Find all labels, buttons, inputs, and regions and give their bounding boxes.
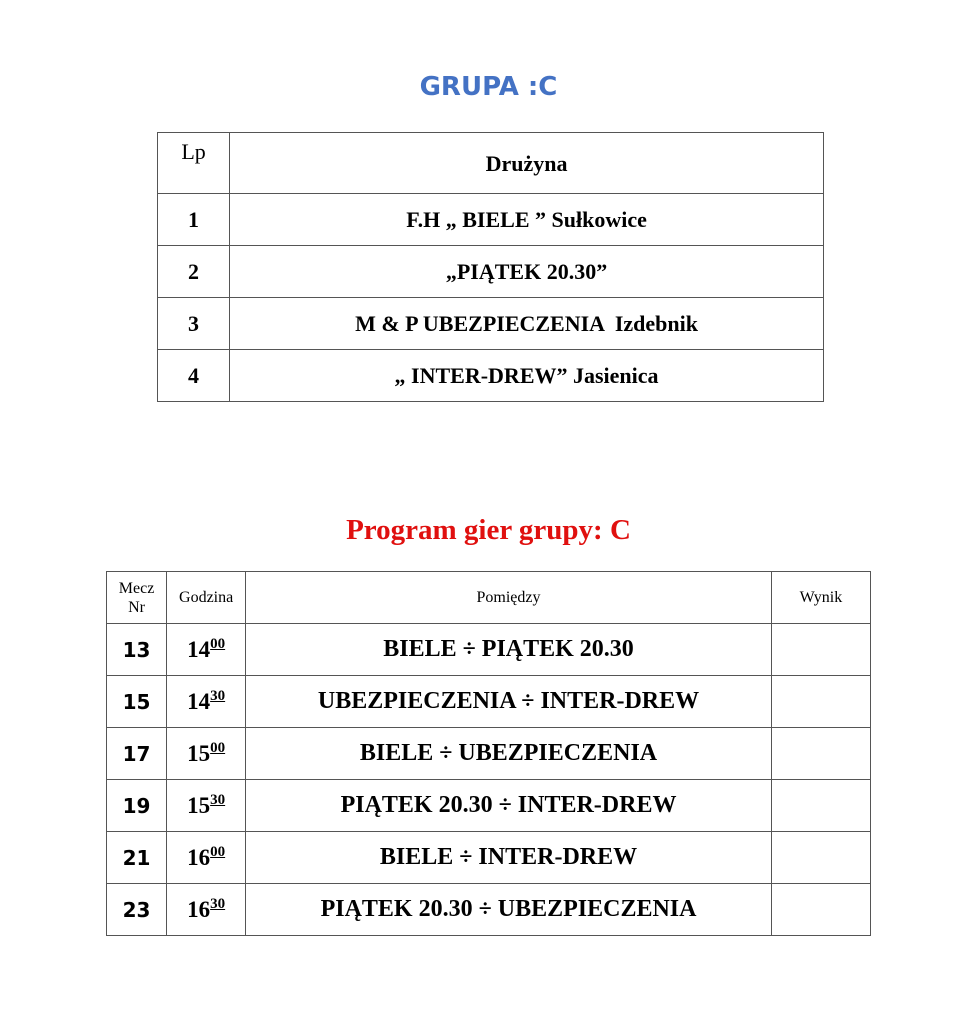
match-nr-header-line1: Mecz [118,579,155,597]
match-between: PIĄTEK 20.30 ÷ UBEZPIECZENIA [246,884,772,936]
match-minutes: 30 [210,895,226,912]
match-hour: 15 [187,740,211,766]
match-nr: 15 [107,676,167,728]
match-hour: 16 [187,896,211,922]
match-time [167,624,246,676]
team-lp: 3 [158,298,230,350]
match-minutes: 00 [210,635,226,652]
group-title: GRUPA :C [419,72,558,102]
match-result [771,676,870,728]
table-row [107,780,871,832]
match-nr: 17 [107,728,167,780]
team-lp: 4 [158,350,230,402]
table-row [158,246,824,298]
table-row [107,728,871,780]
match-hour: 14 [187,636,211,662]
table-row [107,832,871,884]
result-header: Wynik [771,572,870,624]
match-hour: 16 [187,844,211,870]
match-time [167,884,246,936]
match-time [167,728,246,780]
match-result [771,780,870,832]
match-minutes: 00 [210,843,226,860]
lp-header: Lp [158,133,230,194]
match-nr: 19 [107,780,167,832]
match-nr: 13 [107,624,167,676]
table-row [107,676,871,728]
team-name: „ INTER-DREW” Jasienica [230,350,824,402]
match-nr: 23 [107,884,167,936]
teams-header-row [158,133,824,194]
match-result [771,884,870,936]
match-nr: 21 [107,832,167,884]
table-row [107,884,871,936]
teams-table [157,132,824,402]
table-row [107,624,871,676]
team-lp: 2 [158,246,230,298]
match-time [167,780,246,832]
match-time [167,676,246,728]
team-name: F.H „ BIELE ” Sułkowice [230,194,824,246]
team-name: M & P UBEZPIECZENIA Izdebnik [230,298,824,350]
between-header: Pomiędzy [246,572,772,624]
match-time [167,832,246,884]
match-between: BIELE ÷ PIĄTEK 20.30 [246,624,772,676]
team-header: Drużyna [230,133,824,194]
match-between: BIELE ÷ INTER-DREW [246,832,772,884]
time-header: Godzina [167,572,246,624]
table-row [158,194,824,246]
team-name: „PIĄTEK 20.30” [230,246,824,298]
match-result [771,832,870,884]
match-minutes: 30 [210,687,226,704]
match-hour: 15 [187,792,211,818]
match-result [771,624,870,676]
match-between: PIĄTEK 20.30 ÷ INTER-DREW [246,780,772,832]
match-between: BIELE ÷ UBEZPIECZENIA [246,728,772,780]
match-nr-header [107,572,167,624]
team-lp: 1 [158,194,230,246]
match-minutes: 00 [210,739,226,756]
match-minutes: 30 [210,791,226,808]
match-hour: 14 [187,688,211,714]
matches-header-row [107,572,871,624]
match-nr-header-line2: Nr [128,598,145,616]
table-row [158,298,824,350]
table-row [158,350,824,402]
program-title: Program gier grupy: C [346,514,631,546]
match-between: UBEZPIECZENIA ÷ INTER-DREW [246,676,772,728]
matches-table [106,571,871,936]
match-result [771,728,870,780]
